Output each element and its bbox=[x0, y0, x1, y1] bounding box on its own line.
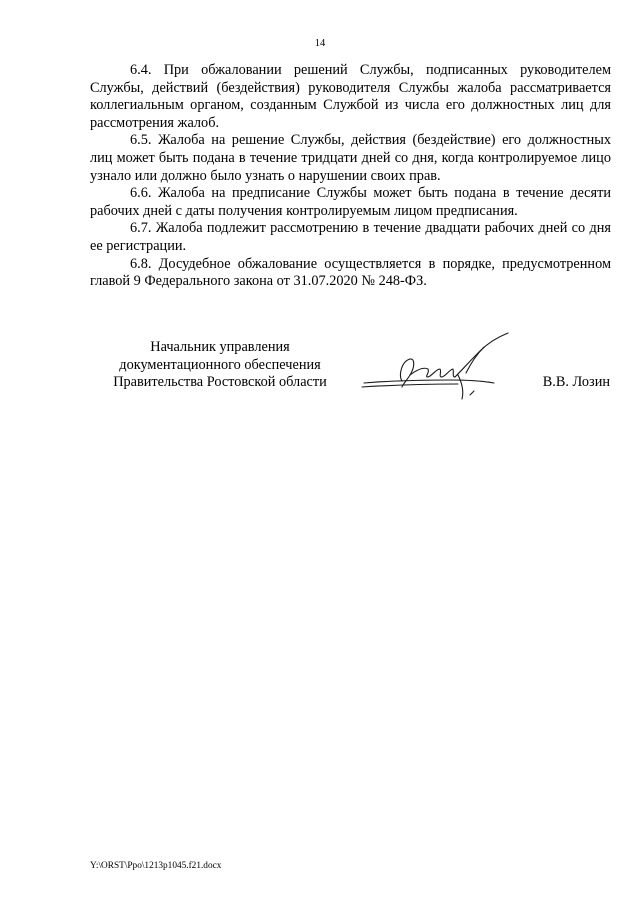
signer-position-line: документационного обеспечения bbox=[119, 356, 321, 373]
handwritten-signature bbox=[358, 331, 518, 407]
paragraph-6-7: 6.7. Жалоба подлежит рассмотрению в течение двадцати рабочих дней со дня ее регистрации. bbox=[90, 220, 611, 254]
paragraph-6-5: 6.5. Жалоба на решение Службы, действия (бездействие) его должностных лиц может быть подана в течение тридцати дней со дня, когда контролируемое лицо узнало или должно было узнать о нарушении своих прав. bbox=[90, 132, 611, 184]
file-path-footer: Y:\ORST\Ppo\1213p1045.f21.docx bbox=[90, 861, 222, 871]
signer-position-line: Начальник управления bbox=[150, 339, 290, 355]
paragraph-6-8: 6.8. Досудебное обжалование осуществляется в порядке, предусмотренном главой 9 Федерального закона от 31.07.2020 № 248-ФЗ. bbox=[90, 255, 611, 290]
signer-position-line: Правительства Ростовской области bbox=[113, 374, 327, 391]
signer-name: В.В. Лозин bbox=[542, 374, 610, 390]
signer-position bbox=[90, 339, 350, 392]
page-number: 14 bbox=[314, 38, 326, 49]
paragraph-6-6: 6.6. Жалоба на предписание Службы может быть подана в течение десяти рабочих дней с даты получения контролируемым лицом предписания. bbox=[90, 185, 611, 219]
document-body bbox=[90, 62, 611, 291]
paragraph-6-4: 6.4. При обжаловании решений Службы, подписанных руководителем Службы, действий (бездействия) руководителя Службы жалоба рассматривается коллегиальным органом, созданным Службой из числа его должностных лиц для рассмотрения жалоб. bbox=[90, 62, 611, 131]
signature-block bbox=[90, 339, 611, 419]
